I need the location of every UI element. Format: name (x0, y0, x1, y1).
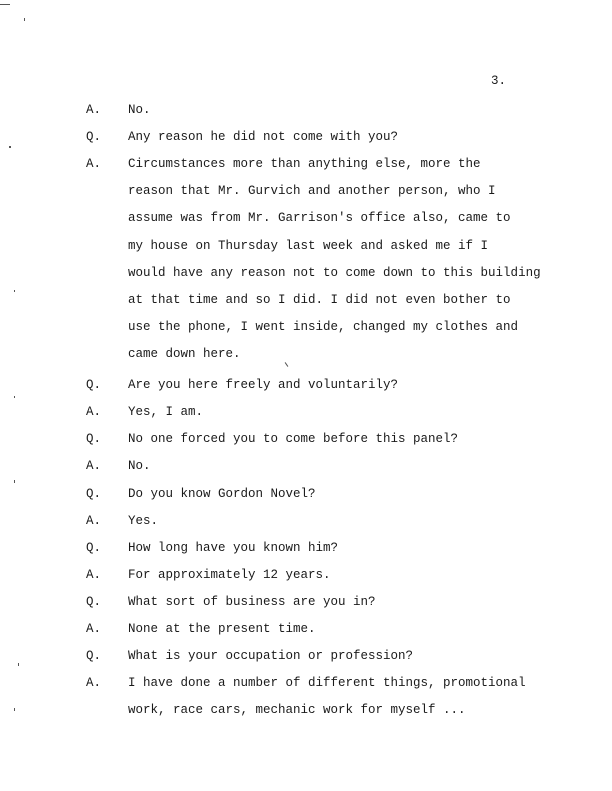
question-label: Q. (86, 541, 102, 555)
transcript-line: reason that Mr. Gurvich and another person, who I (128, 184, 496, 199)
transcript-line: No. (128, 103, 151, 117)
answer-label: A. (86, 103, 102, 117)
transcript-line: Are you here freely and voluntarily? (128, 378, 399, 392)
question-label: Q. (86, 649, 102, 663)
transcript-line: work, race cars, mechanic work for myself ... (128, 703, 466, 718)
scan-mark (9, 146, 11, 148)
question-label: Q. (86, 432, 102, 446)
transcript-line: None at the present time. (128, 622, 316, 636)
answer-label: A. (86, 676, 102, 690)
answer-label: A. (86, 568, 102, 582)
question-label: Q. (86, 487, 102, 501)
transcript-line: No. (128, 459, 151, 473)
scan-mark (24, 18, 25, 21)
transcript-line: What sort of business are you in? (128, 595, 376, 609)
answer-label: A. (86, 405, 102, 419)
question-label: Q. (86, 595, 102, 609)
transcript-line: assume was from Mr. Garrison's office also, came to (128, 211, 511, 226)
transcript-line: use the phone, I went inside, changed my clothes and (128, 320, 519, 335)
transcript-line: would have any reason not to come down to this building (128, 265, 541, 280)
scan-mark (14, 290, 15, 292)
scan-mark (14, 480, 15, 483)
transcript-line: Yes, I am. (128, 405, 204, 419)
scan-mark (18, 663, 19, 666)
transcript-line: Do you know Gordon Novel? (128, 487, 316, 501)
transcript-line: Yes. (128, 514, 159, 528)
answer-label: A. (86, 514, 102, 528)
transcript-line: at that time and so I did. I did not even bother to (128, 293, 511, 307)
question-label: Q. (86, 378, 102, 392)
answer-label: A. (86, 622, 102, 636)
transcript-line: Any reason he did not come with you? (128, 130, 399, 144)
transcript-line: What is your occupation or profession? (128, 649, 414, 663)
transcript-line: No one forced you to come before this panel? (128, 432, 459, 446)
scan-mark (285, 362, 289, 367)
answer-label: A. (86, 459, 102, 473)
transcript-line: For approximately 12 years. (128, 568, 331, 582)
scan-mark (0, 4, 10, 5)
transcript-line: Circumstances more than anything else, more the (128, 157, 481, 171)
transcript-line: I have done a number of different things, promotional (128, 676, 526, 690)
scan-mark (14, 708, 15, 711)
page-number: 3. (491, 74, 507, 88)
transcript-line: came down here. (128, 347, 241, 362)
scan-mark (14, 396, 15, 398)
answer-label: A. (86, 157, 102, 171)
transcript-line: my house on Thursday last week and asked me if I (128, 238, 489, 253)
question-label: Q. (86, 130, 102, 144)
transcript-line: How long have you known him? (128, 541, 339, 555)
